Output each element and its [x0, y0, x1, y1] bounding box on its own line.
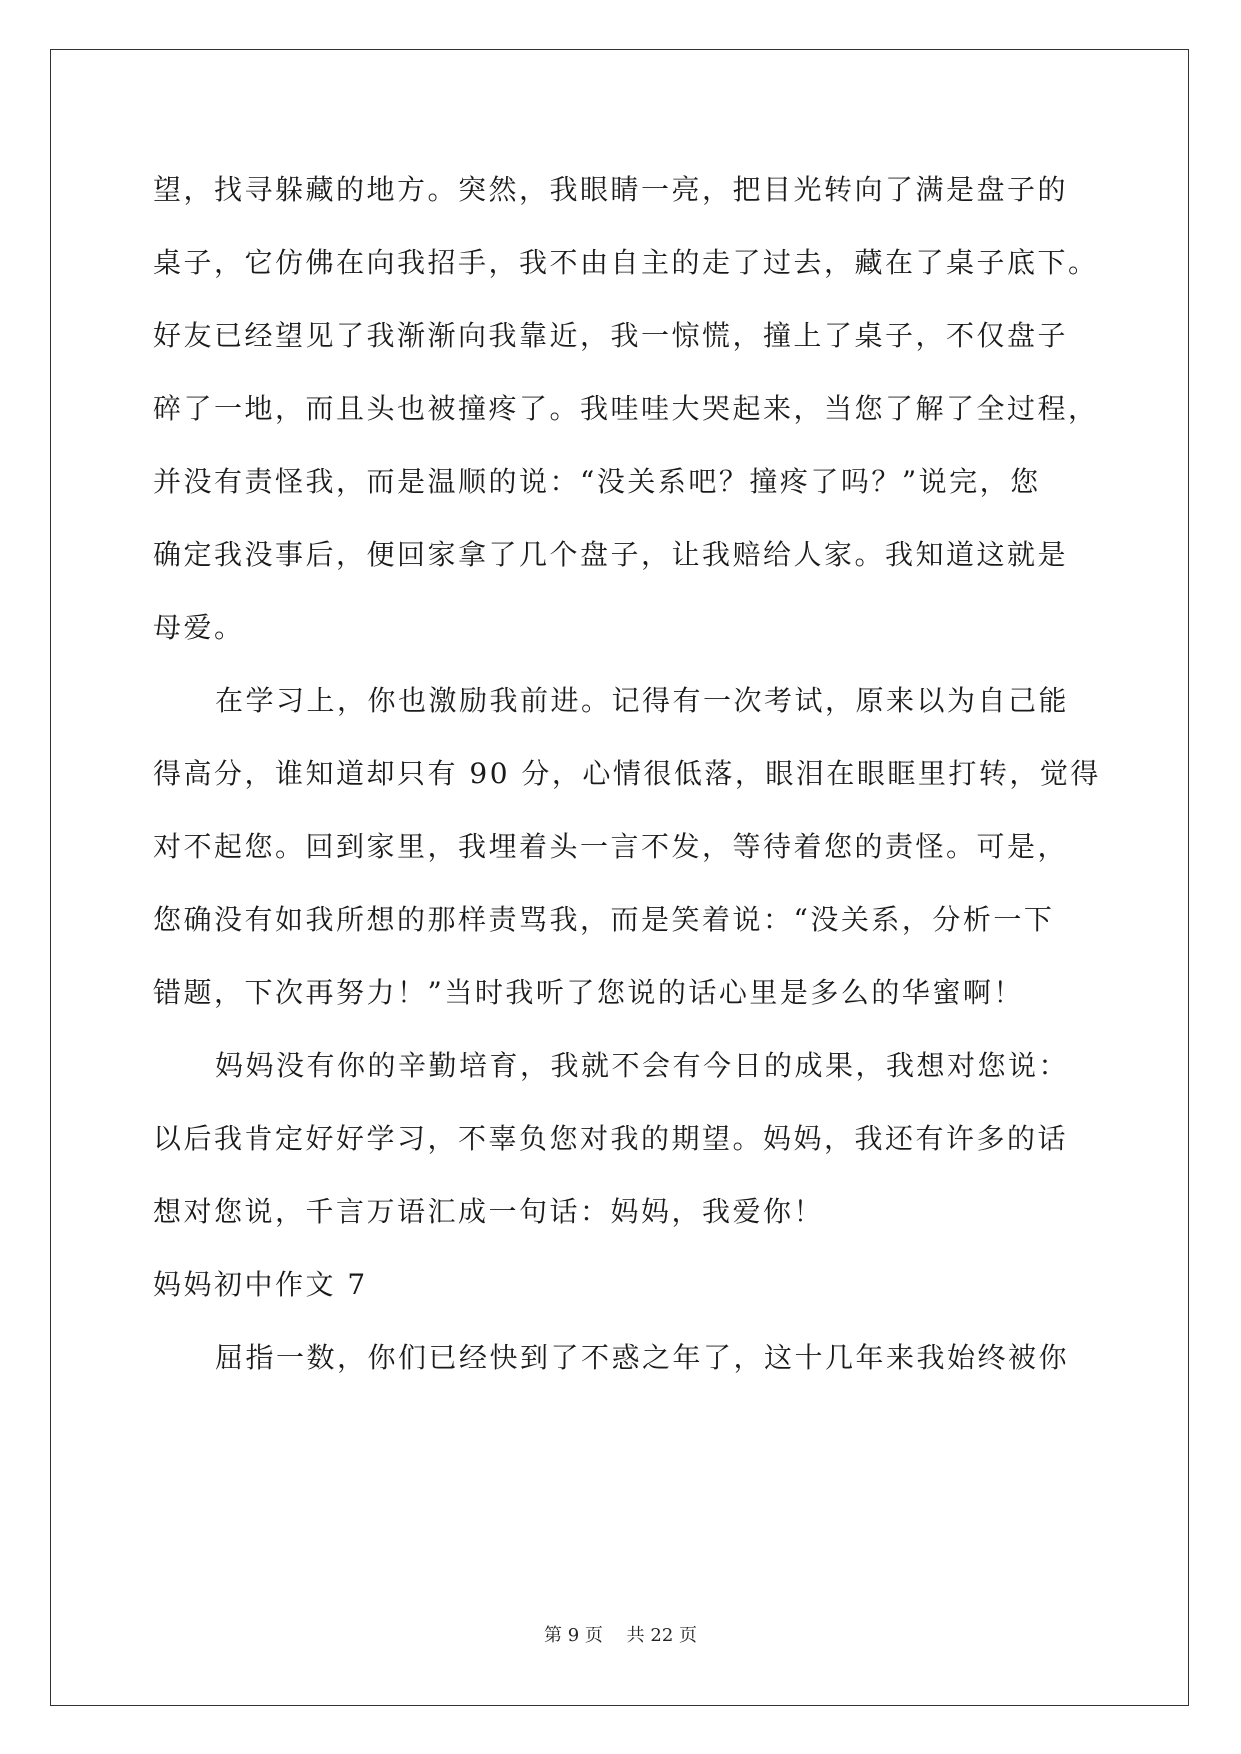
text-line: 碎了一地，而且头也被撞疼了。我哇哇大哭起来，当您了解了全过程， [153, 392, 1099, 425]
page-number: 第 9 页 [544, 1625, 603, 1646]
text-line: 想对您说，千言万语汇成一句话：妈妈，我爱你！ [153, 1195, 825, 1228]
page-border [50, 49, 1189, 1706]
text-line: 望，找寻躲藏的地方。突然，我眼睛一亮，把目光转向了满是盘子的 [153, 173, 1069, 206]
section-heading: 妈妈初中作文 7 [153, 1268, 368, 1301]
text-line: 得高分，谁知道却只有 90 分，心情很低落，眼泪在眼眶里打转，觉得 [153, 757, 1101, 790]
paragraph-start: 在学习上，你也激励我前进。记得有一次考试，原来以为自己能 [215, 684, 1070, 717]
text-line: 您确没有如我所想的那样责骂我，而是笑着说：“没关系，分析一下 [153, 903, 1055, 936]
text-line: 桌子，它仿佛在向我招手，我不由自主的走了过去，藏在了桌子底下。 [153, 246, 1099, 279]
text-line: 以后我肯定好好学习，不辜负您对我的期望。妈妈，我还有许多的话 [153, 1122, 1069, 1155]
total-pages: 共 22 页 [626, 1625, 697, 1646]
paragraph-start: 妈妈没有你的辛勤培育，我就不会有今日的成果，我想对您说： [215, 1049, 1070, 1082]
text-line: 母爱。 [153, 611, 245, 644]
text-line: 确定我没事后，便回家拿了几个盘子，让我赔给人家。我知道这就是 [153, 538, 1069, 571]
page-footer [0, 1624, 1241, 1648]
text-line: 对不起您。回到家里，我埋着头一言不发，等待着您的责怪。可是， [153, 830, 1069, 863]
text-line: 错题，下次再努力！”当时我听了您说的话心里是多么的华蜜啊！ [153, 976, 1024, 1009]
paragraph-start: 屈指一数，你们已经快到了不惑之年了，这十几年来我始终被你 [215, 1341, 1070, 1374]
text-line: 并没有责怪我，而是温顺的说：“没关系吧？撞疼了吗？”说完，您 [153, 465, 1041, 498]
text-line: 好友已经望见了我渐渐向我靠近，我一惊慌，撞上了桌子，不仅盘子 [153, 319, 1069, 352]
